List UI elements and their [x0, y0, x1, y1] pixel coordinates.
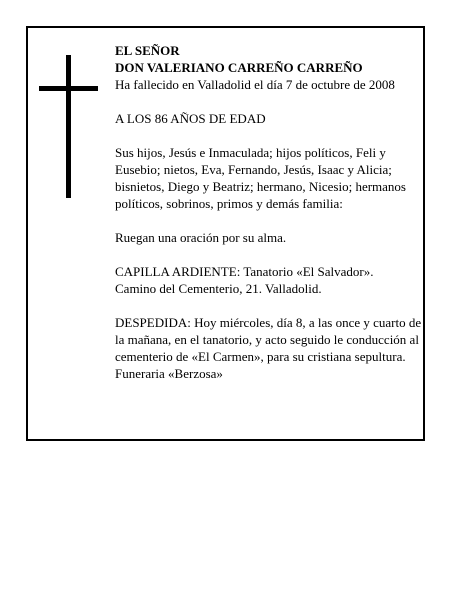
- cross-vertical-bar: [66, 55, 71, 198]
- death-statement: Ha fallecido en Valladolid el día 7 de octubre de 2008: [115, 77, 395, 92]
- chapel-address: Camino del Cementerio, 21. Valladolid.: [115, 281, 322, 296]
- deceased-name: DON VALERIANO CARREÑO CARREÑO: [115, 60, 363, 75]
- family-list: Sus hijos, Jesús e Inmaculada; hijos políticos, Feli y Eusebio; nietos, Eva, Fernando, Jesús, Isaac y Alicia; bisnietos, Diego y Beatriz; hermano, Nicesio; hermanos políticos, sobrinos, primos y demás familia:: [115, 145, 406, 211]
- funeral-home: Funeraria «Berzosa»: [115, 366, 223, 381]
- cross-horizontal-bar: [39, 86, 98, 91]
- prayer-request: Ruegan una oración por su alma.: [115, 230, 287, 245]
- age-statement: A LOS 86 AÑOS DE EDAD: [115, 111, 266, 126]
- obituary-notice: [26, 26, 425, 441]
- chapel-info: CAPILLA ARDIENTE: Tanatorio «El Salvador».: [115, 264, 374, 279]
- notice-text: [115, 42, 423, 382]
- notice-title: EL SEÑOR: [115, 43, 180, 58]
- farewell-info: DESPEDIDA: Hoy miércoles, día 8, a las once y cuarto de la mañana, en el tanatorio, y acto seguido le conducción al cementerio de «El Carmen», para su cristiana sepultura.: [115, 315, 422, 364]
